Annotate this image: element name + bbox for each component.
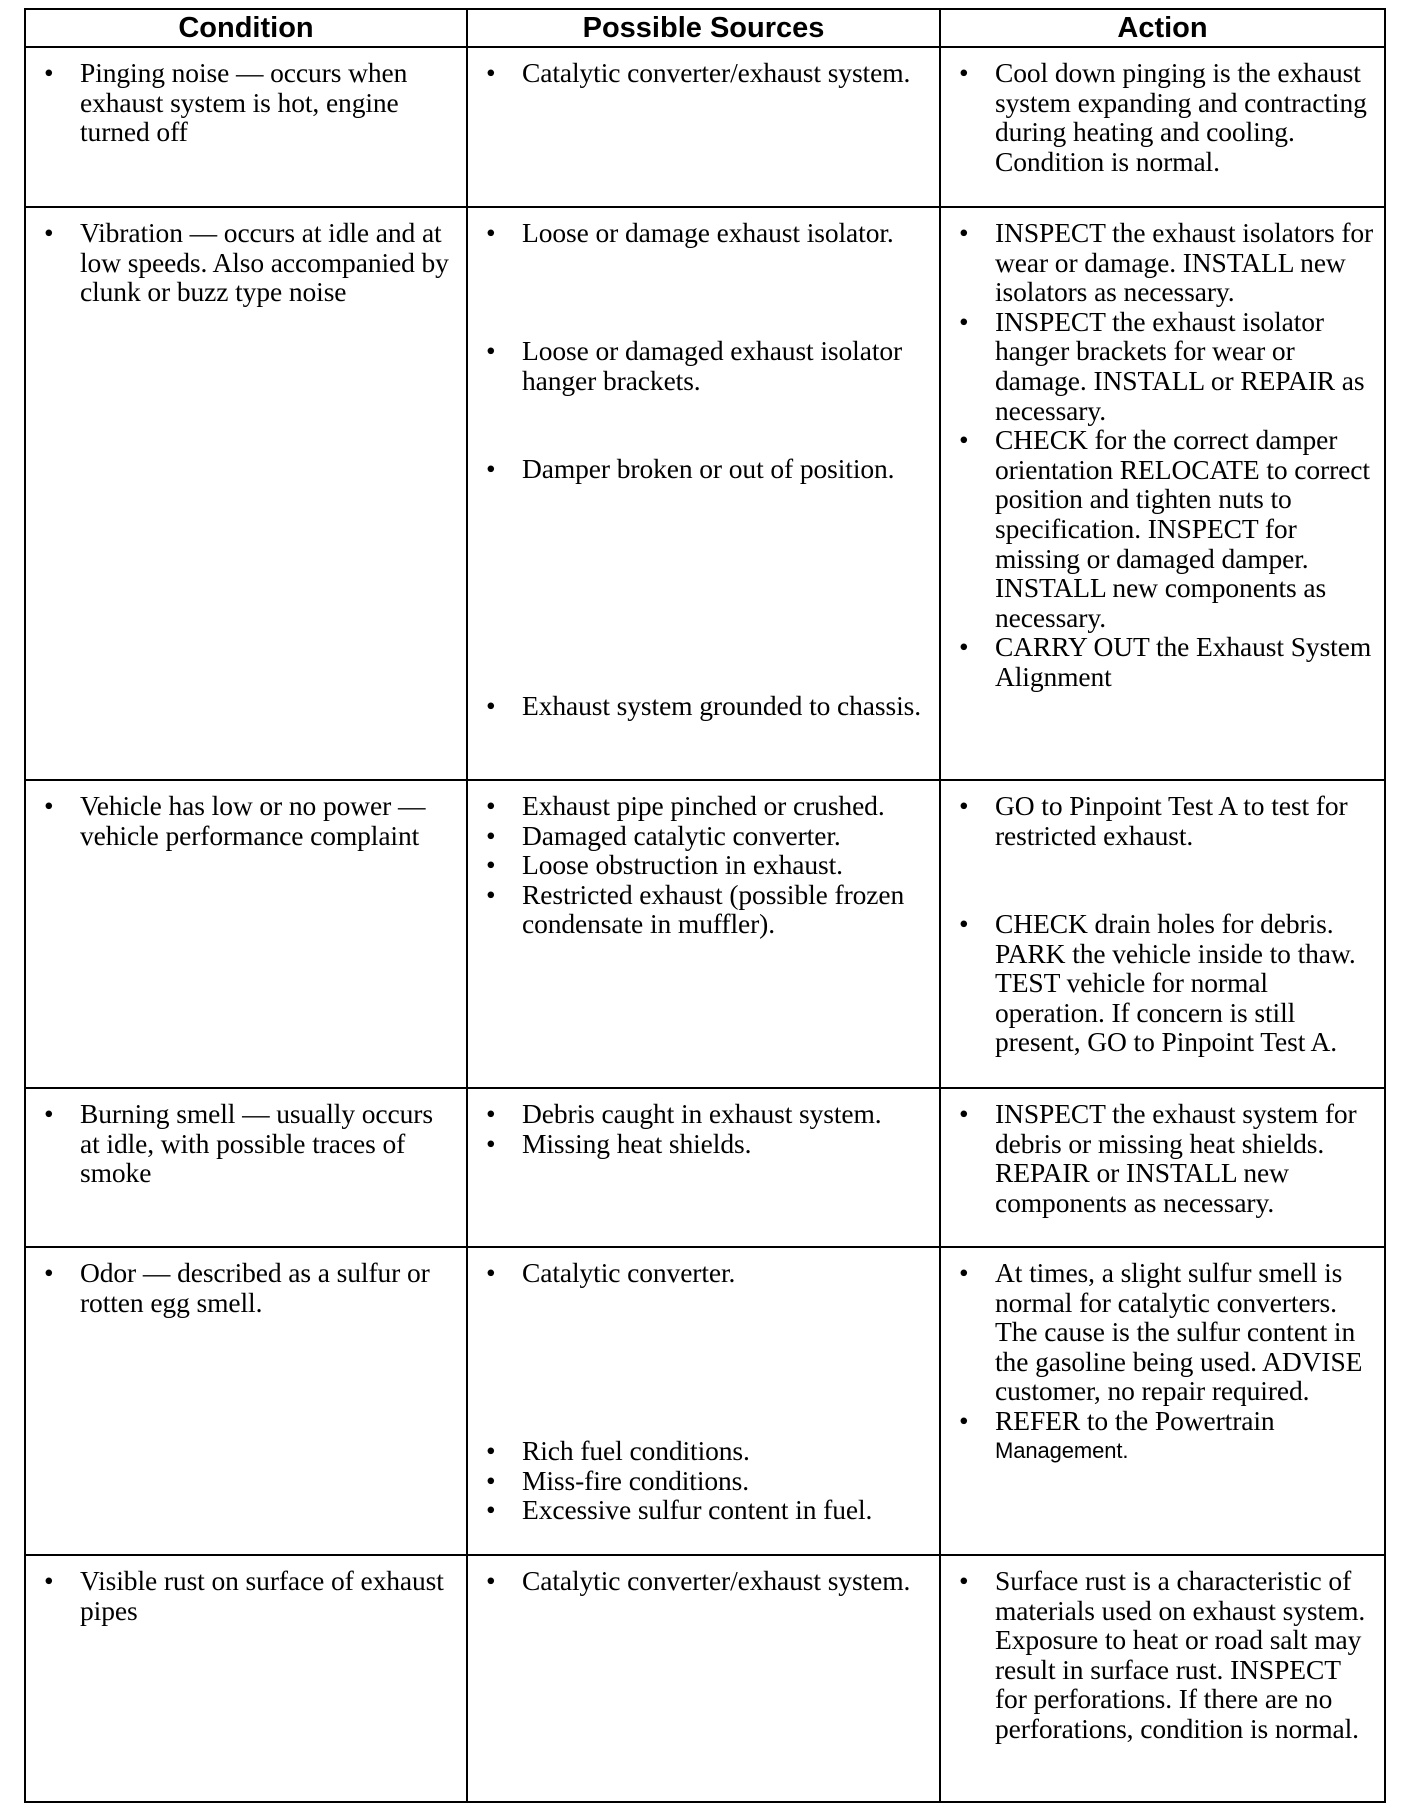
condition-cell [25,1088,467,1247]
bullet: • [486,819,496,851]
condition-cell [25,47,467,207]
bullet: • [959,57,969,88]
bullet: • [486,1127,496,1159]
sources-cell [467,207,940,780]
action-text: INSPECT the exhaust isolator hanger brackets for wear or damage. INSTALL or REPAIR as necessary. [995,305,1365,426]
action-text: GO to Pinpoint Test A to test for restricted exhaust. [995,790,1348,851]
bullet: • [486,1494,496,1526]
list-item [34,791,456,850]
list-item [949,58,1374,176]
condition-cell [25,1555,467,1802]
source-text: Catalytic converter. [522,1257,736,1288]
header-action: Action [940,9,1385,47]
list-item [34,1566,456,1625]
bullet: • [486,690,496,721]
bullet: • [959,790,969,821]
source-text: Restricted exhaust (possible frozen condensate in muffler). [522,878,905,940]
header-row [25,9,1385,47]
bullet: • [486,453,496,484]
bullet: • [486,878,496,910]
condition-text: Vehicle has low or no power — vehicle performance complaint [80,790,426,851]
source-text: Damper broken or out of position. [522,453,895,484]
list-item [949,632,1374,691]
header-possible-sources: Possible Sources [467,9,940,47]
source-text: Loose or damage exhaust isolator. [522,217,894,248]
source-text: Exhaust pipe pinched or crushed. [522,790,885,821]
bullet: • [959,305,969,337]
list-item [34,58,456,147]
action-text: INSPECT the exhaust system for debris or missing heat shields. REPAIR or INSTALL new components as necessary. [995,1098,1357,1218]
list-item [949,425,1374,632]
list-item [476,1099,929,1129]
action-cell [940,780,1385,1088]
bullet: • [486,57,496,88]
action-text: CHECK drain holes for debris. PARK the vehicle inside to thaw. TEST vehicle for normal operation. If concern is still present, GO to Pinpoint Test A. [995,908,1356,1058]
table-row [25,1247,1385,1555]
source-text: Loose obstruction in exhaust. [522,849,843,881]
list-item [476,1466,929,1496]
bullet: • [959,1257,969,1288]
list-item [476,454,929,691]
bullet: • [44,57,54,88]
bullet: • [486,790,496,821]
list-item [34,1099,456,1188]
bullet: • [44,217,54,248]
bullet: • [486,1098,496,1129]
sources-cell [467,1247,940,1555]
list-item [476,1129,929,1159]
table-row [25,780,1385,1088]
source-text: Rich fuel conditions. [522,1435,750,1466]
sources-cell [467,780,940,1088]
condition-cell [25,1247,467,1555]
action-text: REFER to the Powertrain [995,1404,1275,1436]
list-item [949,909,1374,1057]
list-item [34,218,456,307]
bullet: • [44,1565,54,1596]
source-text: Miss-fire conditions. [522,1464,750,1496]
bullet: • [486,1464,496,1496]
bullet: • [44,1257,54,1288]
bullet: • [959,1404,969,1436]
action-cell [940,207,1385,780]
table-row [25,1555,1385,1802]
action-text: CARRY OUT the Exhaust System Alignment [995,631,1372,692]
condition-text: Pinging noise — occurs when exhaust system is hot, engine turned off [80,57,408,148]
list-item [476,791,929,821]
list-item [476,821,929,851]
list-item [476,691,929,721]
table-row [25,207,1385,780]
list-item [949,307,1374,425]
symptom-chart-table [24,8,1386,1803]
action-text: Cool down pinging is the exhaust system expanding and contracting during heating and cooling. Condition is normal. [995,57,1367,177]
source-text: Damaged catalytic converter. [522,819,841,851]
table-row [25,1088,1385,1247]
list-item [949,1406,1374,1465]
source-text: Excessive sulfur content in fuel. [522,1494,873,1526]
list-item [34,1258,456,1317]
sources-cell [467,1088,940,1247]
condition-cell [25,207,467,780]
source-text: Catalytic converter/exhaust system. [522,1565,911,1596]
sources-cell [467,47,940,207]
action-cell [940,1088,1385,1247]
source-text: Catalytic converter/exhaust system. [522,57,911,88]
list-item [949,791,1374,909]
action-cell [940,1247,1385,1555]
action-cell [940,1555,1385,1802]
action-note: Management. [995,1437,1129,1463]
list-item [476,880,929,939]
table-row [25,47,1385,207]
bullet: • [44,790,54,821]
list-item [476,1258,929,1436]
source-text: Missing heat shields. [522,1127,752,1159]
list-item [476,218,929,336]
action-cell [940,47,1385,207]
bullet: • [959,631,969,663]
condition-text: Vibration — occurs at idle and at low speeds. Also accompanied by clunk or buzz type noise [80,217,449,308]
bullet: • [959,424,969,456]
condition-text: Burning smell — usually occurs at idle, with possible traces of smoke [80,1098,433,1189]
list-item [949,1258,1374,1406]
bullet: • [486,335,496,366]
list-item [949,1566,1374,1744]
list-item [476,1566,929,1596]
bullet: • [959,217,969,248]
list-item [949,1099,1374,1217]
list-item [476,1495,929,1525]
action-text: Surface rust is a characteristic of materials used on exhaust system. Exposure to heat or road salt may result in surface rust. INSPECT for perforations. If there are no perforations, condition is normal. [995,1565,1366,1744]
condition-text: Odor — described as a sulfur or rotten egg smell. [80,1257,430,1318]
bullet: • [486,1435,496,1466]
source-text: Exhaust system grounded to chassis. [522,690,922,721]
bullet: • [486,1565,496,1596]
header-condition: Condition [25,9,467,47]
action-text: CHECK for the correct damper orientation RELOCATE to correct position and tighten nuts to specification. INSPECT for missing or damaged damper. INSTALL new components as necessary. [995,424,1370,633]
list-item [949,218,1374,307]
source-text: Loose or damaged exhaust isolator hanger brackets. [522,335,903,396]
diagnosis-sheet [24,8,1384,1803]
bullet: • [959,1098,969,1129]
bullet: • [959,1565,969,1596]
condition-text: Visible rust on surface of exhaust pipes [80,1565,444,1626]
action-text: At times, a slight sulfur smell is normal for catalytic converters. The cause is the sulfur content in the gasoline being used. ADVISE customer, no repair required. [995,1257,1363,1407]
list-item [476,58,929,88]
bullet: • [486,849,496,881]
list-item [476,336,929,454]
source-text: Debris caught in exhaust system. [522,1098,882,1129]
bullet: • [486,1257,496,1288]
sources-cell [467,1555,940,1802]
bullet: • [959,908,969,939]
bullet: • [486,217,496,248]
list-item [476,850,929,880]
bullet: • [44,1098,54,1129]
action-text: INSPECT the exhaust isolators for wear or damage. INSTALL new isolators as necessary. [995,217,1374,308]
condition-cell [25,780,467,1088]
list-item [476,1436,929,1466]
